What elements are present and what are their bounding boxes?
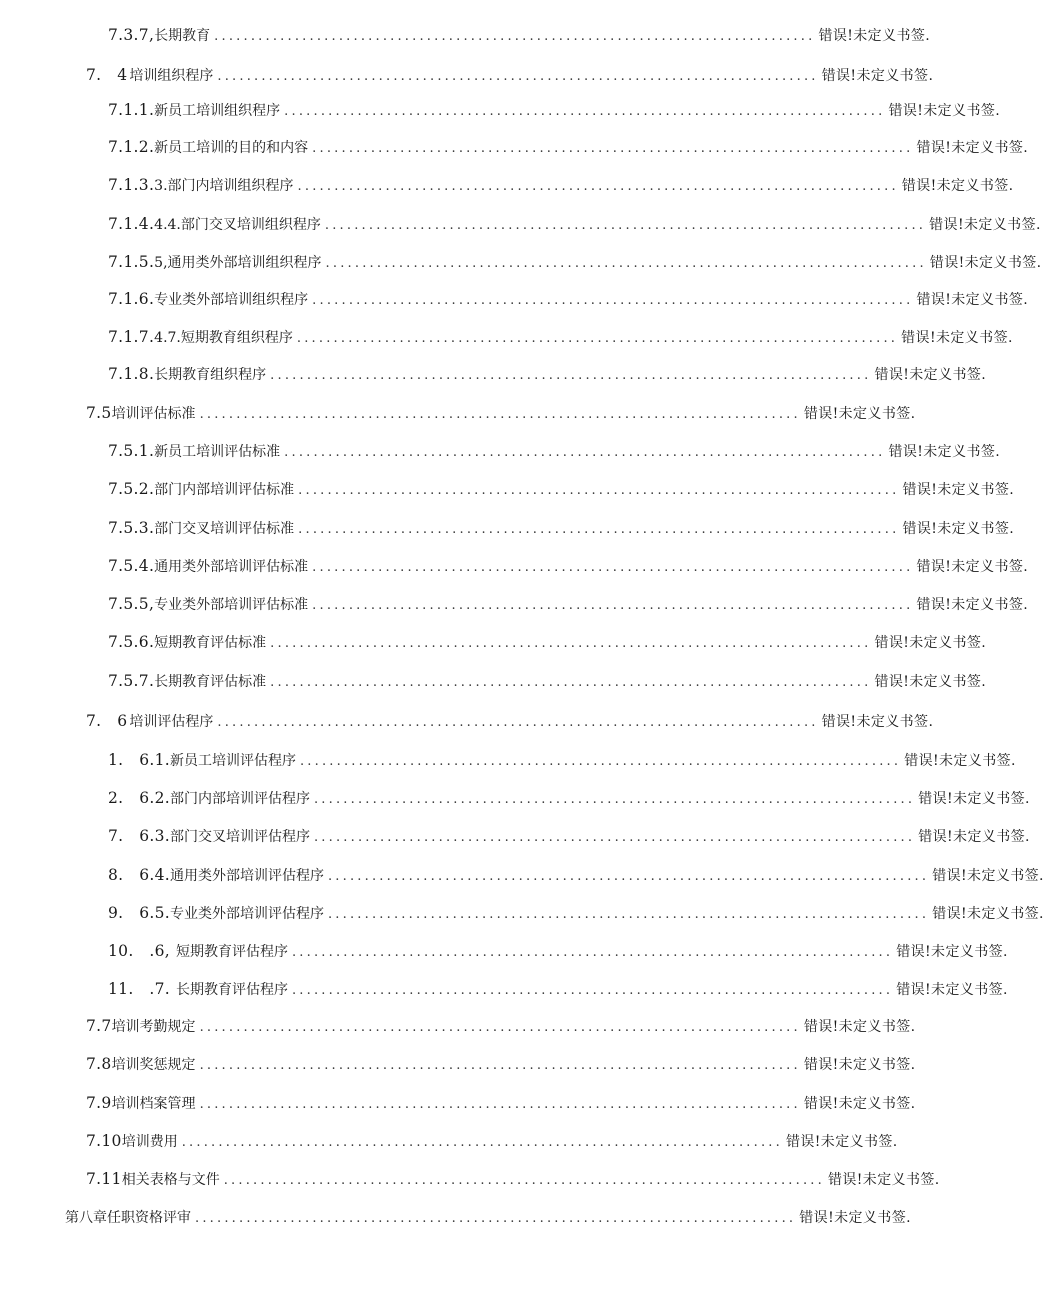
dot-leader: .................................................................................. xyxy=(325,256,927,271)
toc-entry-page-ref: 错误!未定义书签. xyxy=(874,674,987,690)
toc-entry-page-ref: 错误!未定义书签. xyxy=(803,406,916,422)
dot-leader: .................................................................................. xyxy=(181,1135,783,1150)
toc-entry-title: 长期教育评估程序 xyxy=(175,982,288,998)
toc-entry-number: 7.1.3. xyxy=(108,176,155,194)
toc-entry[interactable] xyxy=(0,1054,916,1076)
dot-leader: .................................................................................. xyxy=(199,407,801,422)
toc-entry-title: 短期教育评估标准 xyxy=(154,635,267,651)
toc-entry-chapter[interactable] xyxy=(0,1207,911,1229)
dot-leader: .................................................................................. xyxy=(270,636,872,651)
toc-entry-number: 7. 6.3. xyxy=(108,827,170,845)
toc-entry-number: 11. .7. xyxy=(108,980,170,998)
toc-entry-page-ref: 错误!未定义书签. xyxy=(803,1019,916,1035)
toc-entry-number: 7.1.7. xyxy=(108,328,155,346)
dot-leader: .................................................................................. xyxy=(199,1097,801,1112)
toc-entry-title: 长期教育评估标准 xyxy=(154,674,267,690)
toc-entry[interactable] xyxy=(0,901,1044,923)
toc-entry-title: 培训考勤规定 xyxy=(111,1019,196,1035)
toc-entry-title: 短期教育评估程序 xyxy=(175,944,288,960)
toc-entry-number: 7. 4 xyxy=(86,66,128,84)
toc-entry[interactable] xyxy=(0,63,934,85)
toc-entry[interactable] xyxy=(0,479,1015,501)
toc-entry[interactable] xyxy=(0,175,1014,197)
toc-entry[interactable] xyxy=(0,100,1001,122)
dot-leader: .................................................................................. xyxy=(327,869,930,884)
toc-entry[interactable] xyxy=(0,1169,940,1191)
toc-entry[interactable] xyxy=(0,289,1029,311)
toc-entry-page-ref: 错误!未定义书签. xyxy=(888,103,1001,119)
toc-entry-number: 7.1.1. xyxy=(108,101,155,119)
dot-leader: .................................................................................. xyxy=(199,1058,801,1073)
toc-entry-title: 新员工培训评估标准 xyxy=(154,444,281,460)
dot-leader: .................................................................................. xyxy=(217,69,819,84)
toc-entry-number: 7.1.4. xyxy=(108,215,155,233)
toc-entry-page-ref: 错误!未定义书签. xyxy=(918,829,1030,845)
toc-entry-title: 部门交叉培训评估标准 xyxy=(154,521,295,537)
toc-entry-page-ref: 错误!未定义书签. xyxy=(904,753,1016,769)
toc-entry-number: 2. 6.2. xyxy=(108,789,170,807)
dot-leader: .................................................................................. xyxy=(291,945,894,960)
toc-entry-number: 7.1.6. xyxy=(108,290,155,308)
dot-leader: .................................................................................. xyxy=(312,293,914,308)
toc-entry-title: 3.部门内培训组织程序 xyxy=(154,178,294,194)
toc-entry[interactable] xyxy=(0,939,1008,961)
dot-leader: .................................................................................. xyxy=(298,483,900,498)
toc-entry-page-ref: 错误!未定义书签. xyxy=(874,635,987,651)
toc-entry-title: 通用类外部培训评估程序 xyxy=(169,868,324,884)
toc-entry-title: 部门内部培训评估程序 xyxy=(169,791,310,807)
toc-entry-page-ref: 错误!未定义书签. xyxy=(821,68,934,84)
dot-leader: .................................................................................. xyxy=(270,368,872,383)
dot-leader: .................................................................................. xyxy=(217,715,819,730)
toc-entry-page-ref: 错误!未定义书签. xyxy=(916,559,1029,575)
toc-entry-number: 7.5.4. xyxy=(108,557,155,575)
toc-entry-number: 7.5.5, xyxy=(108,595,155,613)
toc-entry-title: 新员工培训的目的和内容 xyxy=(154,140,309,156)
toc-entry-page-ref: 错误!未定义书签. xyxy=(902,521,1015,537)
dot-leader: .................................................................................. xyxy=(327,907,930,922)
toc-entry[interactable] xyxy=(0,977,1008,999)
toc-entry-page-ref: 错误!未定义书签. xyxy=(929,255,1042,271)
toc-entry-title: 4.4.部门交叉培训组织程序 xyxy=(154,217,321,233)
dot-leader: .................................................................................. xyxy=(296,331,899,346)
toc-entry-page-ref: 错误!未定义书签. xyxy=(902,482,1015,498)
toc-entry-title: 专业类外部培训评估程序 xyxy=(169,906,324,922)
toc-entry-page-ref: 错误!未定义书签. xyxy=(901,178,1014,194)
dot-leader: .................................................................................. xyxy=(312,598,914,613)
toc-entry-number: 7.10 xyxy=(86,1132,122,1150)
toc-entry-page-ref: 错误!未定义书签. xyxy=(874,367,987,383)
toc-entry-page-ref: 错误!未定义书签. xyxy=(932,906,1044,922)
toc-entry[interactable] xyxy=(0,441,1001,463)
toc-entry-title: 培训评估程序 xyxy=(129,714,214,730)
toc-entry-number: 7.1.2. xyxy=(108,138,155,156)
toc-entry-title: 培训奖惩规定 xyxy=(111,1057,196,1073)
toc-entry-title: 长期教育 xyxy=(154,28,211,44)
toc-entry[interactable] xyxy=(0,863,1044,885)
toc-entry-number: 7.7 xyxy=(86,1017,112,1035)
toc-entry[interactable] xyxy=(0,786,1030,808)
toc-entry-page-ref: 错误!未定义书签. xyxy=(901,330,1013,346)
toc-entry-title: 专业类外部培训组织程序 xyxy=(154,292,309,308)
toc-entry[interactable] xyxy=(0,824,1030,846)
toc-entry-title: 第八章任职资格评审 xyxy=(65,1210,191,1226)
toc-entry[interactable] xyxy=(0,214,1041,236)
toc-entry[interactable] xyxy=(0,518,1015,540)
toc-entry[interactable] xyxy=(0,556,1029,578)
toc-entry-number: 7.5.6. xyxy=(108,633,155,651)
toc-entry[interactable] xyxy=(0,709,934,731)
toc-entry-number: 7.8 xyxy=(86,1055,112,1073)
toc-entry[interactable] xyxy=(0,25,931,47)
toc-entry-page-ref: 错误!未定义书签. xyxy=(888,444,1001,460)
toc-entry-number: 1. 6.1. xyxy=(108,751,170,769)
dot-leader: .................................................................................. xyxy=(223,1173,825,1188)
toc-entry[interactable] xyxy=(0,1016,916,1038)
toc-entry-title: 新员工培训评估程序 xyxy=(169,753,296,769)
toc-entry-title: 部门内部培训评估标准 xyxy=(154,482,295,498)
toc-entry-page-ref: 错误!未定义书签. xyxy=(827,1172,940,1188)
dot-leader: .................................................................................. xyxy=(312,560,914,575)
dot-leader: .................................................................................. xyxy=(299,754,902,769)
toc-entry[interactable] xyxy=(0,137,1029,159)
toc-entry-page-ref: 错误!未定义书签. xyxy=(916,140,1029,156)
toc-entry[interactable] xyxy=(0,594,1029,616)
toc-entry[interactable] xyxy=(0,1093,916,1115)
toc-entry-page-ref: 错误!未定义书签. xyxy=(799,1210,911,1226)
toc-entry-page-ref: 错误!未定义书签. xyxy=(932,868,1044,884)
toc-entry-page-ref: 错误!未定义书签. xyxy=(929,217,1041,233)
dot-leader: .................................................................................. xyxy=(298,522,900,537)
toc-entry-number: 7. 6 xyxy=(86,712,128,730)
toc-entry-number: 7.5.2. xyxy=(108,480,155,498)
toc-entry-title: 培训评估标准 xyxy=(111,406,196,422)
toc-entry[interactable] xyxy=(0,403,916,425)
toc-entry-number: 7.5.7. xyxy=(108,672,155,690)
toc-entry-title: 专业类外部培训评估标准 xyxy=(154,597,309,613)
toc-entry-page-ref: 错误!未定义书签. xyxy=(821,714,934,730)
toc-entry[interactable] xyxy=(0,748,1016,770)
dot-leader: .................................................................................. xyxy=(313,792,916,807)
toc-entry-page-ref: 错误!未定义书签. xyxy=(818,28,931,44)
toc-entry-number: 7.3.7, xyxy=(108,26,155,44)
dot-leader: .................................................................................. xyxy=(199,1020,801,1035)
dot-leader: .................................................................................. xyxy=(270,675,872,690)
toc-entry-page-ref: 错误!未定义书签. xyxy=(896,982,1008,998)
toc-entry-page-ref: 错误!未定义书签. xyxy=(803,1057,916,1073)
toc-entry-title: 通用类外部培训评估标准 xyxy=(154,559,309,575)
toc-entry-number: 7.1.5. xyxy=(108,253,155,271)
toc-entry-number: 7.1.8. xyxy=(108,365,155,383)
toc-entry-page-ref: 错误!未定义书签. xyxy=(896,944,1008,960)
toc-entry-title: 相关表格与文件 xyxy=(121,1172,220,1188)
toc-entry[interactable] xyxy=(0,252,1042,274)
toc-entry-number: 8. 6.4. xyxy=(108,866,170,884)
toc-entry-title: 培训组织程序 xyxy=(129,68,214,84)
toc-entry-page-ref: 错误!未定义书签. xyxy=(785,1134,898,1150)
toc-entry[interactable] xyxy=(0,1131,898,1153)
toc-entry-number: 10. .6, xyxy=(108,942,170,960)
dot-leader: .................................................................................. xyxy=(297,179,899,194)
toc-entry-title: 培训费用 xyxy=(121,1134,178,1150)
dot-leader: .................................................................................. xyxy=(324,218,927,233)
toc-entry-page-ref: 错误!未定义书签. xyxy=(916,292,1029,308)
toc-entry-number: 7.5 xyxy=(86,404,112,422)
toc-entry[interactable] xyxy=(0,364,987,386)
toc-entry-title: 培训档案管理 xyxy=(111,1096,196,1112)
dot-leader: .................................................................................. xyxy=(312,141,914,156)
toc-entry-number: 7.5.1. xyxy=(108,442,155,460)
toc-entry[interactable] xyxy=(0,632,987,654)
dot-leader: .................................................................................. xyxy=(313,830,916,845)
dot-leader: .................................................................................. xyxy=(214,29,816,44)
toc-entry-title: 5,通用类外部培训组织程序 xyxy=(154,255,322,271)
toc-entry-number: 9. 6.5. xyxy=(108,904,170,922)
dot-leader: .................................................................................. xyxy=(291,983,894,998)
toc-entry[interactable] xyxy=(0,327,1013,349)
toc-entry-page-ref: 错误!未定义书签. xyxy=(918,791,1030,807)
toc-entry-number: 7.5.3. xyxy=(108,519,155,537)
dot-leader: .................................................................................. xyxy=(284,445,886,460)
toc-entry-number: 7.11 xyxy=(86,1170,122,1188)
toc-entry-title: 长期教育组织程序 xyxy=(154,367,267,383)
toc-entry[interactable] xyxy=(0,671,987,693)
toc-entry-title: 部门交叉培训评估程序 xyxy=(169,829,310,845)
dot-leader: .................................................................................. xyxy=(195,1211,797,1226)
dot-leader: .................................................................................. xyxy=(284,104,886,119)
toc-entry-title: 新员工培训组织程序 xyxy=(154,103,281,119)
toc-entry-number: 7.9 xyxy=(86,1094,112,1112)
toc-entry-page-ref: 错误!未定义书签. xyxy=(803,1096,916,1112)
toc-entry-title: 4.7.短期教育组织程序 xyxy=(154,330,293,346)
toc-entry-page-ref: 错误!未定义书签. xyxy=(916,597,1029,613)
